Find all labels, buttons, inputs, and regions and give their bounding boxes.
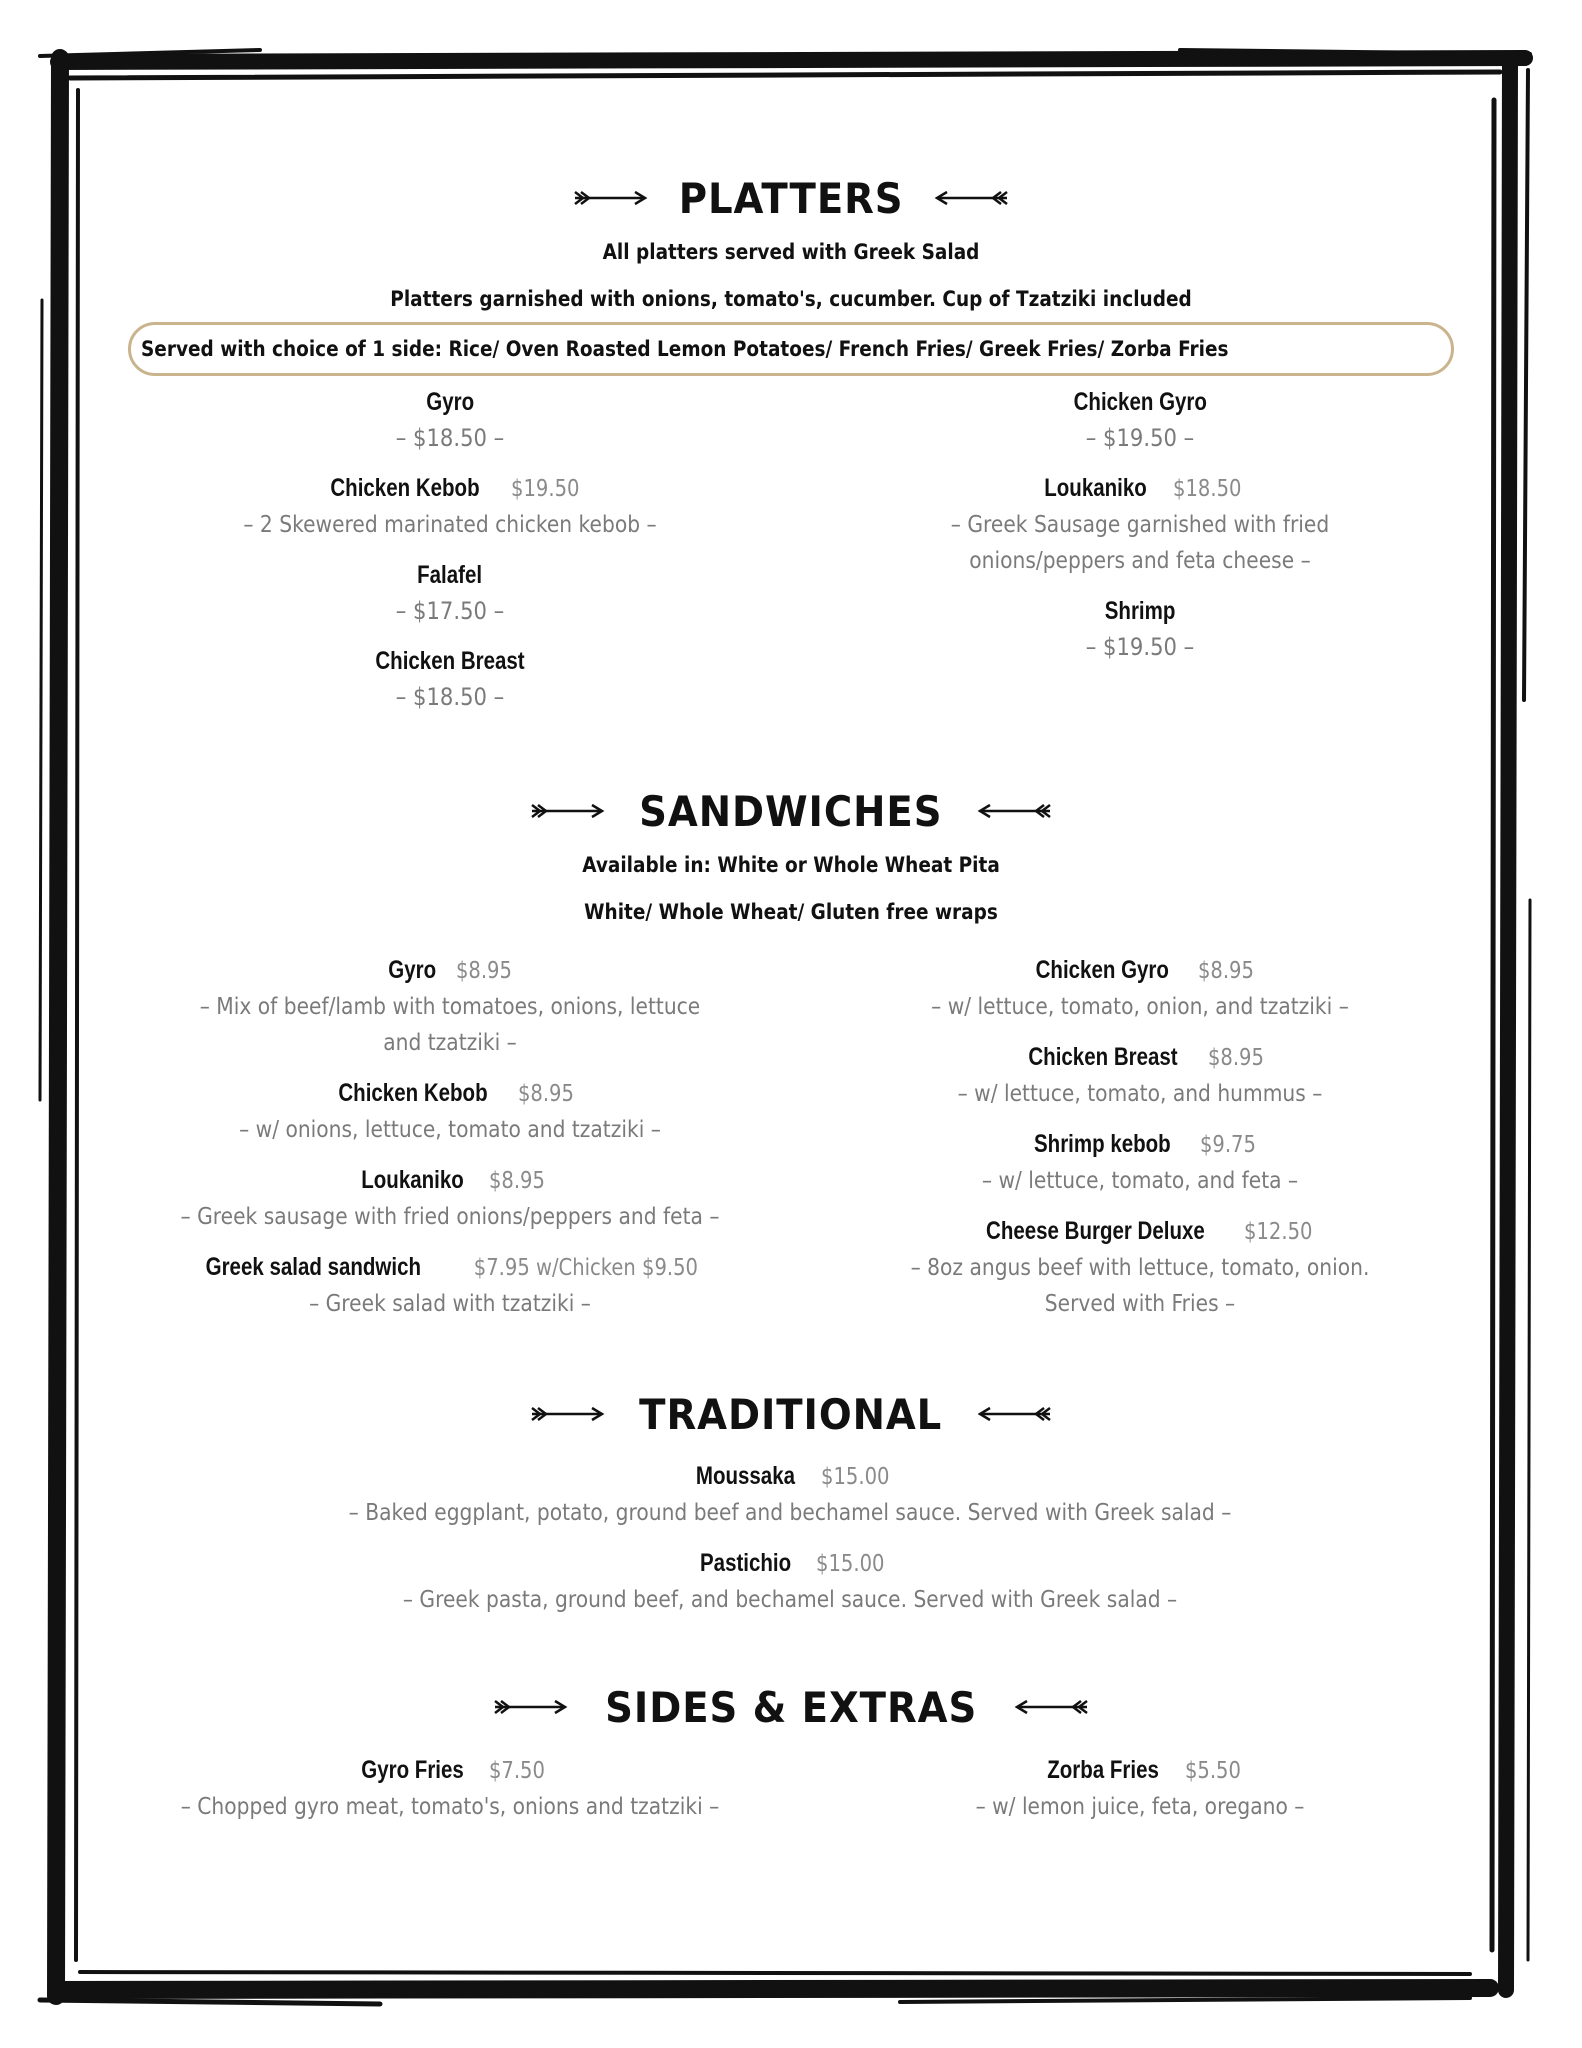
platters-note-salad: All platters served with Greek Salad [602,240,980,264]
menu-item [140,1545,1440,1618]
menu-item [140,1249,760,1322]
item-description: – Greek sausage with fried onions/peppers and feta – [180,1204,720,1230]
item-description: – Chopped gyro meat, tomato's, onions and tzatziki – [180,1794,720,1820]
item-price: $8.95 [517,1081,574,1107]
arrow-left-icon [1011,1695,1091,1719]
arrow-left-icon [931,186,1011,210]
item-price: – $18.50 – [395,683,505,711]
item-description: – Baked eggplant, potato, ground beef and bechamel sauce. Served with Greek salad – [348,1500,1232,1526]
menu-item [140,1075,760,1148]
platters-left-column [140,384,760,729]
arrow-left-icon [974,799,1054,823]
item-description: – 8oz angus beef with lettuce, tomato, onion. Served with Fries – [910,1255,1370,1317]
item-name: Moussaka [695,1462,795,1490]
item-name: Zorba Fries [1046,1756,1159,1784]
arrow-right-icon [491,1695,571,1719]
item-description: – w/ lemon juice, feta, oregano – [975,1794,1305,1820]
item-name: Chicken Kebob [330,474,480,502]
platters-right-column [830,384,1450,679]
sandwiches-note-pita: Available in: White or Whole Wheat Pita [582,853,1000,877]
platters-section [0,168,1582,322]
sides-heading: SIDES & EXTRAS [604,1682,978,1732]
sandwiches-heading-row [0,781,1582,841]
item-name: Chicken Kebob [337,1079,488,1107]
arrow-right-icon [528,1402,608,1426]
item-price: – $19.50 – [1085,633,1195,661]
item-price: $8.95 [1197,958,1254,984]
menu-item [830,384,1450,456]
item-price: $15.00 [820,1464,890,1490]
platters-note-garnish: Platters garnished with onions, tomato's, cucumber. Cup of Tzatziki included [390,287,1192,311]
sandwiches-right-column [830,952,1450,1336]
arrow-left-icon [974,1402,1054,1426]
item-name: Pastichio [699,1549,791,1577]
item-description: – 2 Skewered marinated chicken kebob – [243,512,657,538]
item-price: $15.00 [815,1551,885,1577]
item-name: Chicken Breast [1027,1043,1178,1071]
sandwiches-section [0,781,1582,935]
menu-item [830,1126,1450,1199]
item-price: $18.50 [1172,476,1242,502]
menu-item [140,557,760,629]
item-name: Cheese Burger Deluxe [985,1217,1205,1245]
sandwiches-heading: SANDWICHES [639,786,943,836]
sides-heading-row [0,1677,1582,1737]
menu-item [140,1162,760,1235]
item-description: – w/ lettuce, tomato, onion, and tzatziki – [931,994,1349,1020]
menu-item [830,952,1450,1025]
sandwiches-note-wraps: White/ Whole Wheat/ Gluten free wraps [584,900,998,924]
item-name: Gyro Fries [361,1756,464,1784]
traditional-heading: TRADITIONAL [639,1389,943,1439]
platters-heading: PLATTERS [678,173,904,223]
item-name: Chicken Gyro [1073,388,1207,416]
sides-section [0,1677,1582,1737]
menu-item [830,1213,1450,1322]
item-name: Chicken Breast [375,647,525,675]
item-description: – w/ lettuce, tomato, and hummus – [957,1081,1323,1107]
arrow-right-icon [528,799,608,823]
item-name: Gyro [426,388,474,416]
sides-choice-banner [128,322,1454,376]
item-price: $5.50 [1184,1758,1241,1784]
item-price: $12.50 [1243,1219,1313,1245]
menu-item [140,1752,760,1825]
menu-item [140,1458,1440,1531]
sides-left-column [140,1752,760,1839]
item-price: $8.95 [455,958,512,984]
item-description: – Greek salad with tzatziki – [309,1291,591,1317]
menu-item [830,470,1450,579]
item-name: Loukaniko [361,1166,464,1194]
item-price: $8.95 [1207,1045,1264,1071]
sides-right-column [830,1752,1450,1839]
item-description: – Greek Sausage garnished with fried onions/peppers and feta cheese – [950,512,1330,574]
item-price: $19.50 [511,476,580,502]
menu-item [830,593,1450,665]
item-price: $7.95 w/Chicken $9.50 [473,1255,698,1281]
item-name: Loukaniko [1044,474,1147,502]
item-name: Falafel [417,561,483,589]
item-description: – w/ onions, lettuce, tomato and tzatziki – [239,1117,661,1143]
item-price: $9.75 [1199,1132,1256,1158]
traditional-heading-row [0,1384,1582,1444]
menu-item [140,470,760,543]
item-name: Shrimp [1104,597,1176,625]
menu-item [830,1039,1450,1112]
traditional-items [140,1458,1440,1632]
item-description: – Mix of beef/lamb with tomatoes, onions, lettuce and tzatziki – [199,994,701,1056]
menu-item [830,1752,1450,1825]
item-price: $7.50 [489,1758,545,1784]
platters-heading-row [0,168,1582,228]
item-description: – Greek pasta, ground beef, and bechamel sauce. Served with Greek salad – [402,1587,1178,1613]
menu-item [140,952,760,1061]
menu-item [140,643,760,715]
item-name: Chicken Gyro [1035,956,1170,984]
item-price: – $17.50 – [395,597,505,625]
sandwiches-left-column [140,952,760,1336]
item-price: $8.95 [488,1168,545,1194]
traditional-section [0,1384,1582,1444]
item-name: Gyro [388,956,437,984]
item-price: – $19.50 – [1085,424,1195,452]
sides-choice-text: Served with choice of 1 side: Rice/ Oven Roasted Lemon Potatoes/ French Fries/ Greek Fries/ Zorba Fries [141,337,1229,361]
item-name: Greek salad sandwich [205,1253,422,1281]
item-price: – $18.50 – [395,424,505,452]
arrow-right-icon [571,186,651,210]
menu-item [140,384,760,456]
item-description: – w/ lettuce, tomato, and feta – [981,1168,1299,1194]
item-name: Shrimp kebob [1034,1130,1171,1158]
